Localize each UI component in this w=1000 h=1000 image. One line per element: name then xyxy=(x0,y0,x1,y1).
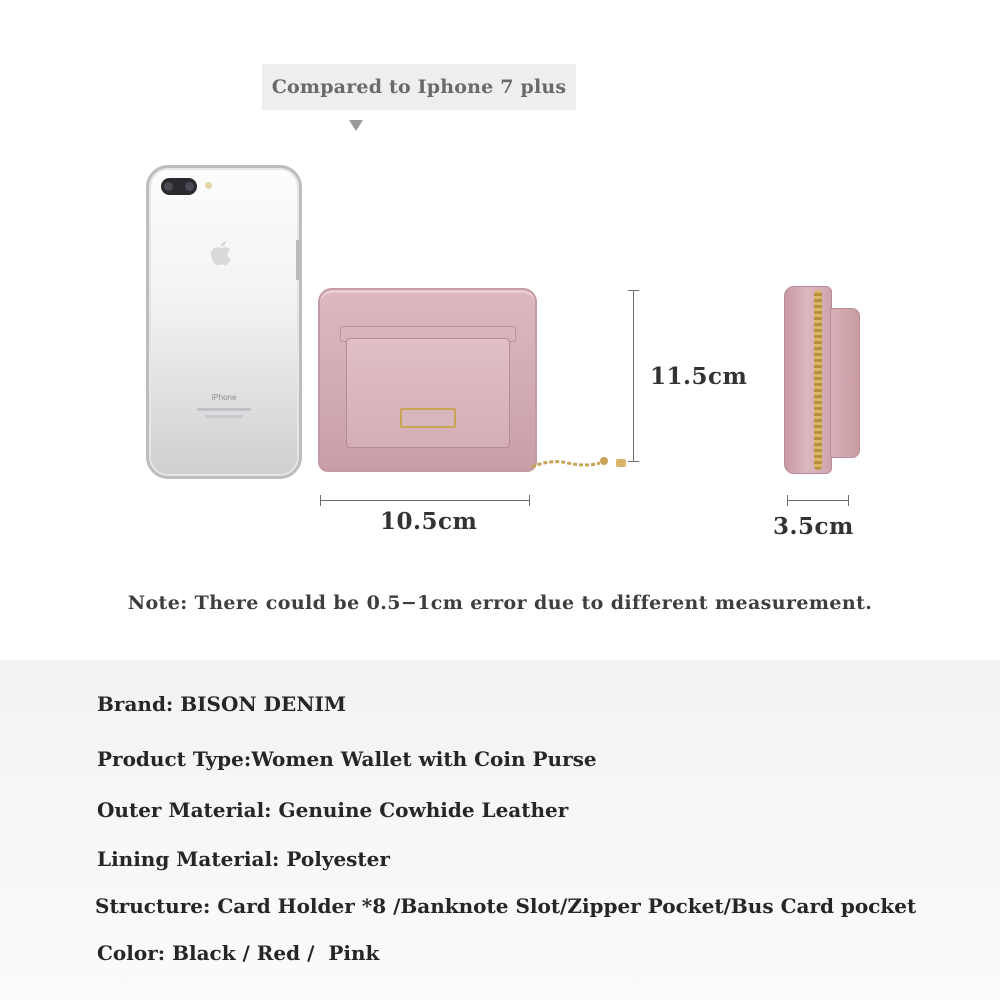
caption-pointer-icon xyxy=(349,120,363,131)
wallet-side-image xyxy=(784,286,862,474)
camera-icon xyxy=(161,178,197,195)
wallet-front-image xyxy=(318,288,537,472)
phone-brand-text: iPhone xyxy=(211,393,237,402)
phone-fine-print xyxy=(197,408,251,411)
height-dimension-line xyxy=(633,290,634,462)
zipper-icon xyxy=(814,290,822,470)
height-dimension-label: 11.5cm xyxy=(650,363,748,390)
wallet-clasp-icon xyxy=(400,408,456,428)
width-dimension-line xyxy=(320,500,530,501)
thickness-dimension-label: 3.5cm xyxy=(773,513,854,540)
spec-product-type: Product Type:Women Wallet with Coin Purse xyxy=(97,747,597,771)
comparison-caption xyxy=(262,64,576,110)
phone-fine-print xyxy=(205,415,243,418)
wallet-side-body xyxy=(784,286,832,474)
phone-image xyxy=(146,165,302,479)
spec-color: Color: Black / Red / Pink xyxy=(97,941,380,965)
spec-outer-material: Outer Material: Genuine Cowhide Leather xyxy=(97,798,569,822)
wallet-side-flap xyxy=(830,308,860,458)
spec-structure: Structure: Card Holder *8 /Banknote Slot/Zipper Pocket/Bus Card pocket xyxy=(95,894,917,918)
spec-brand: Brand: BISON DENIM xyxy=(97,692,347,716)
comparison-caption-text: Compared to Iphone 7 plus xyxy=(271,76,567,98)
wallet-flap xyxy=(346,338,510,448)
apple-logo-icon xyxy=(209,238,235,268)
flash-icon xyxy=(205,182,212,189)
thickness-dimension-line xyxy=(787,500,849,501)
spec-lining-material: Lining Material: Polyester xyxy=(97,847,390,871)
measurement-note: Note: There could be 0.5−1cm error due to different measurement. xyxy=(127,592,873,614)
tassel-chain-icon xyxy=(530,445,630,475)
phone-side-button xyxy=(296,240,299,280)
width-dimension-label: 10.5cm xyxy=(380,508,478,535)
